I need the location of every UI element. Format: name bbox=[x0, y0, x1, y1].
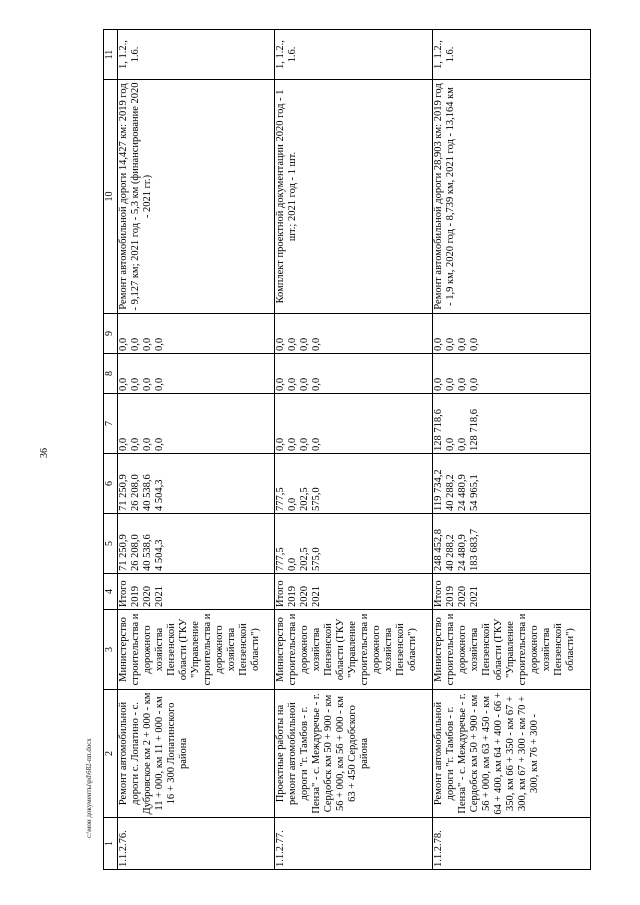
row-col7: 128 718,6 0,0 0,0 128 718,6 bbox=[433, 394, 591, 454]
page-number: 36 bbox=[39, 448, 50, 458]
table-row bbox=[275, 30, 433, 870]
row-name: Проектные работы на ремонт автомобильной дороги "г. Тамбов - г. Пенза" - с. Междуречье - г. Сердобск км 50 + 900 - км 56 + 000, км 56 + 000 - км 63 + 450 Сердобского района bbox=[275, 690, 433, 818]
row-col8: 0,0 0,0 0,0 0,0 bbox=[275, 354, 433, 394]
row-years: Итого 2019 2020 2021 bbox=[275, 574, 433, 610]
column-number: 10 bbox=[104, 80, 118, 314]
table-row bbox=[433, 30, 591, 870]
row-years: Итого 2019 2020 2021 bbox=[433, 574, 591, 610]
row-col7: 0,0 0,0 0,0 0,0 bbox=[118, 394, 275, 454]
column-number: 7 bbox=[104, 394, 118, 454]
row-col5: 248 452,8 40 288,2 24 480,9 183 683,7 bbox=[433, 514, 591, 574]
row-col7: 0,0 0,0 0,0 0,0 bbox=[275, 394, 433, 454]
row-col5: 777,5 0,0 202,5 575,0 bbox=[275, 514, 433, 574]
row-result: Ремонт автомобильной дороги 28,903 км: 2019 год - 1,9 км, 2020 год - 8,739 км, 2021 год - 13,164 км bbox=[433, 80, 591, 314]
row-col9: 0,0 0,0 0,0 0,0 bbox=[433, 314, 591, 354]
column-number-row bbox=[104, 30, 118, 870]
column-number: 6 bbox=[104, 454, 118, 514]
row-years: Итого 2019 2020 2021 bbox=[118, 574, 275, 610]
row-col6: 71 250,9 26 208,0 40 538,6 4 504,3 bbox=[118, 454, 275, 514]
column-number: 11 bbox=[104, 30, 118, 80]
row-col9: 0,0 0,0 0,0 0,0 bbox=[275, 314, 433, 354]
row-executor: Министерство строительства и дорожного хозяйства Пензенской области (ГКУ "Управление строительства и дорожного хозяйства Пензенской области") bbox=[118, 610, 275, 690]
program-table bbox=[103, 29, 591, 870]
row-executor: Министерство строительства и дорожного хозяйства Пензенской области (ГКУ "Управление строительства и дорожного хозяйства Пензенской области") bbox=[275, 610, 433, 690]
row-col6: 119 734,2 40 288,2 24 480,9 54 965,1 bbox=[433, 454, 591, 514]
row-code: 1.1.2.78. bbox=[433, 818, 591, 870]
row-result: Комплект проектной документации 2020 год - 1 шт.; 2021 год - 1 шт. bbox=[275, 80, 433, 314]
column-number: 5 bbox=[104, 514, 118, 574]
row-reference: 1, 1.2., 1.6. bbox=[118, 30, 275, 80]
row-col8: 0,0 0,0 0,0 0,0 bbox=[118, 354, 275, 394]
column-number: 2 bbox=[104, 690, 118, 818]
row-executor: Министерство строительства и дорожного хозяйства Пензенской области (ГКУ "Управление строительства и дорожного хозяйства Пензенской области") bbox=[433, 610, 591, 690]
table-row bbox=[118, 30, 275, 870]
column-number: 1 bbox=[104, 818, 118, 870]
rotated-table-container bbox=[103, 30, 623, 870]
row-col9: 0,0 0,0 0,0 0,0 bbox=[118, 314, 275, 354]
row-col8: 0,0 0,0 0,0 0,0 bbox=[433, 354, 591, 394]
row-name: Ремонт автомобильной дороги с. Лопатино - с. Дубровское км 2 + 000 - км 11 + 000, км 11 + 000 - км 16 + 300 Лопатинского района bbox=[118, 690, 275, 818]
column-number: 9 bbox=[104, 314, 118, 354]
row-reference: 1, 1.2., 1.6. bbox=[433, 30, 591, 80]
row-col5: 71 250,9 26 208,0 40 538,6 4 504,3 bbox=[118, 514, 275, 574]
column-number: 3 bbox=[104, 610, 118, 690]
row-reference: 1, 1.2., 1.6. bbox=[275, 30, 433, 80]
row-col6: 777,5 0,0 202,5 575,0 bbox=[275, 454, 433, 514]
column-number: 4 bbox=[104, 574, 118, 610]
row-code: 1.1.2.77. bbox=[275, 818, 433, 870]
column-number: 8 bbox=[104, 354, 118, 394]
footer-file-path: c:\мои документы\pd\682-пп.docx bbox=[85, 738, 93, 838]
row-code: 1.1.2.76. bbox=[118, 818, 275, 870]
row-name: Ремонт автомобильной дороги "г. Тамбов - г. Пенза" - с. Междуречье - г. Сердобск км 50 + 900 - км 56 + 000, км 63 + 450 - км 64 + 400, км 64 + 400 - 66 + 350, км 66 + 350 - км 67 + 300, км 67 + 300 - км 70 + 300, км 76 + 300 - bbox=[433, 690, 591, 818]
row-result: Ремонт автомобильной дороги 14,427 км: 2019 год - 9,127 км; 2021 год - 5,3 км (финансирование 2020 - 2021 гг.) bbox=[118, 80, 275, 314]
